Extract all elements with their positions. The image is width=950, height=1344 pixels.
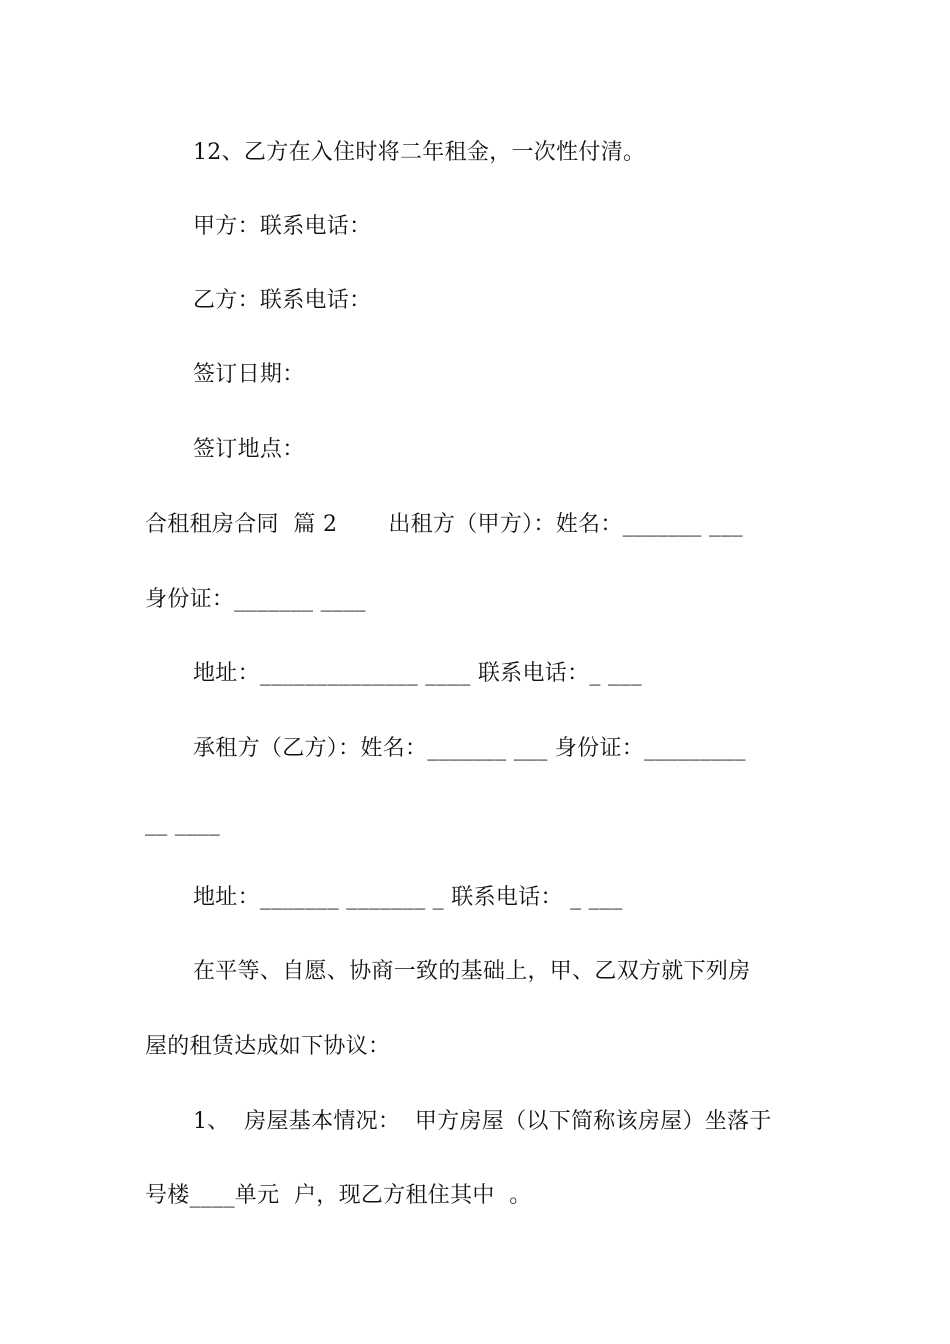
party-b-phone-line: 乙方：联系电话： xyxy=(193,288,372,313)
lessee-name-id-line: 承租方（乙方）：姓名：_______ ___ 身份证：_________ xyxy=(193,736,746,761)
clause-1-line-1: 1、 房屋基本情况： 甲方房屋（以下简称该房屋）坐落于 xyxy=(193,1109,772,1134)
agreement-intro-line-2: 屋的租赁达成如下协议： xyxy=(145,1034,391,1059)
lessee-address-phone-line: 地址：_______ _______ _ 联系电话： _ ___ xyxy=(193,885,623,910)
clause-1-line-2: 号楼____单元 户，现乙方租住其中 。 xyxy=(145,1183,532,1208)
signing-place-line: 签订地点： xyxy=(193,437,305,462)
lessor-id-line: 身份证：_______ ____ xyxy=(145,587,366,612)
party-a-phone-line: 甲方：联系电话： xyxy=(193,214,372,239)
contract-title-lessor-name-line: 合租租房合同 篇 2 出租方（甲方）：姓名：_______ ___ xyxy=(145,512,743,537)
agreement-intro-line-1: 在平等、自愿、协商一致的基础上，甲、乙双方就下列房 xyxy=(193,959,751,984)
clause-12-text: 12、乙方在入住时将二年租金，一次性付清。 xyxy=(193,140,646,165)
signing-date-line: 签订日期： xyxy=(193,362,305,387)
lessor-address-phone-line: 地址：______________ ____ 联系电话：_ ___ xyxy=(193,661,642,686)
lessee-id-continued-line: __ ____ xyxy=(145,811,221,836)
